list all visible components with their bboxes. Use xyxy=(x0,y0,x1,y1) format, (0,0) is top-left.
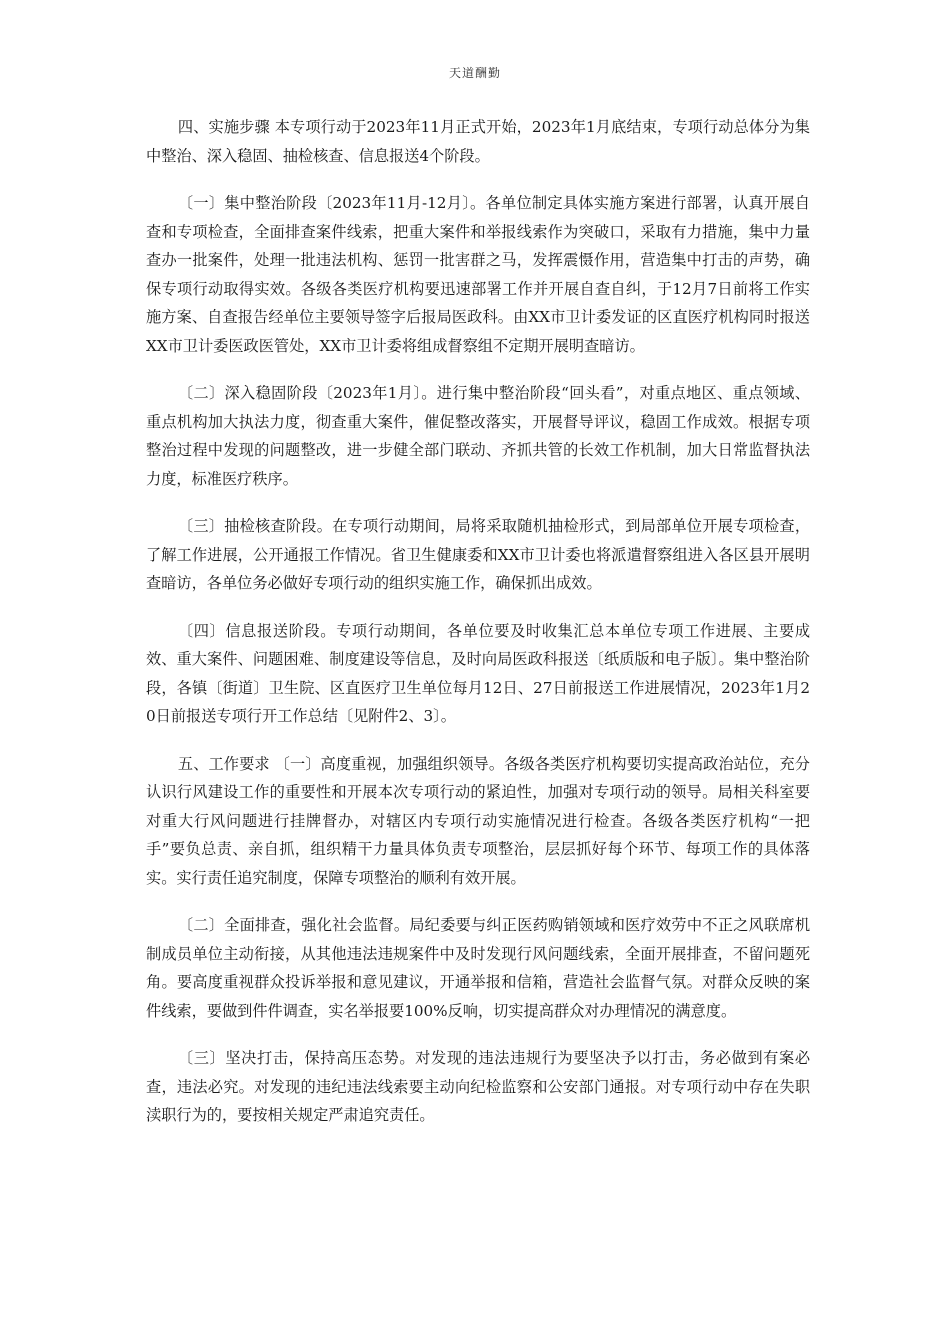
page-header-title: 天道酬勤 xyxy=(448,66,501,80)
paragraph-stage-four: 〔四〕信息报送阶段。专项行动期间，各单位要及时收集汇总本单位专项工作进展、主要成效、重大案件、问题困难、制度建设等信息，及时向局医政科报送〔纸质版和电子版〕。集中整治阶段，各镇〔街道〕卫生院、区直医疗卫生单位每月12日、27日前报送工作进展情况，2023年1月20日前报送专项行开工作总结〔见附件2、3〕。 xyxy=(146,621,810,725)
paragraph-stage-two: 〔二〕深入稳固阶段〔2023年1月〕。进行集中整治阶段“回头看”，对重点地区、重点领域、重点机构加大执法力度，彻查重大案件，催促整改落实，开展督导评议，稳固工作成效。根据专项整治过程中发现的问题整改，进一步健全部门联动、齐抓共管的长效工作机制，加大日常监督执法力度，标准医疗秩序。 xyxy=(146,384,810,488)
paragraph-stage-three: 〔三〕抽检核查阶段。在专项行动期间，局将采取随机抽检形式，到局部单位开展专项检查，了解工作进展，公开通报工作情况。省卫生健康委和XX市卫计委也将派遣督察组进入各区县开展明查暗访，各单位务必做好专项行动的组织实施工作，确保抓出成效。 xyxy=(146,517,810,592)
document-body xyxy=(146,113,810,1149)
paragraph-requirement-three: 〔三〕坚决打击，保持高压态势。对发现的违法违规行为要坚决予以打击，务必做到有案必查，违法必究。对发现的违纪违法线索要主动向纪检监察和公安部门通报。对专项行动中存在失职渎职行为的，要按相关规定严肃追究责任。 xyxy=(146,1049,810,1124)
paragraph-stage-one: 〔一〕集中整治阶段〔2023年11月-12月〕。各单位制定具体实施方案进行部署，认真开展自查和专项检查，全面排查案件线索，把重大案件和举报线索作为突破口，采取有力措施，集中力量查办一批案件，处理一批违法机构、惩罚一批害群之马，发挥震慑作用，营造集中打击的声势，确保专项行动取得实效。各级各类医疗机构要迅速部署工作并开展自查自纠，于12月7日前将工作实施方案、自查报告经单位主要领导签字后报局医政科。由XX市卫计委发证的区直医疗机构同时报送XX市卫计委医政医管处，XX市卫计委将组成督察组不定期开展明查暗访。 xyxy=(146,194,810,355)
paragraph-implementation-steps: 四、实施步骤 本专项行动于2023年11月正式开始，2023年1月底结束，专项行动总体分为集中整治、深入稳固、抽检核查、信息报送4个阶段。 xyxy=(146,118,810,165)
paragraph-work-requirements: 五、工作要求 〔一〕高度重视，加强组织领导。各级各类医疗机构要切实提高政治站位，充分认识行风建设工作的重要性和开展本次专项行动的紧迫性，加强对专项行动的领导。局相关科室要对重大行风问题进行挂牌督办，对辖区内专项行动实施情况进行检查。各级各类医疗机构“一把手”要负总责、亲自抓，组织精干力量具体负责专项整治，层层抓好每个环节、每项工作的具体落实。实行责任追究制度，保障专项整治的顺利有效开展。 xyxy=(146,754,810,887)
paragraph-requirement-two: 〔二〕全面排查，强化社会监督。局纪委要与纠正医药购销领域和医疗效劳中不正之风联席机制成员单位主动衔接，从其他违法违规案件中及时发现行风问题线索，全面开展排查，不留问题死角。要高度重视群众投诉举报和意见建议，开通举报和信箱，营造社会监督气氛。对群众反映的案件线索，要做到件件调查，实名举报要100%反响，切实提高群众对办理情况的满意度。 xyxy=(146,916,810,1020)
